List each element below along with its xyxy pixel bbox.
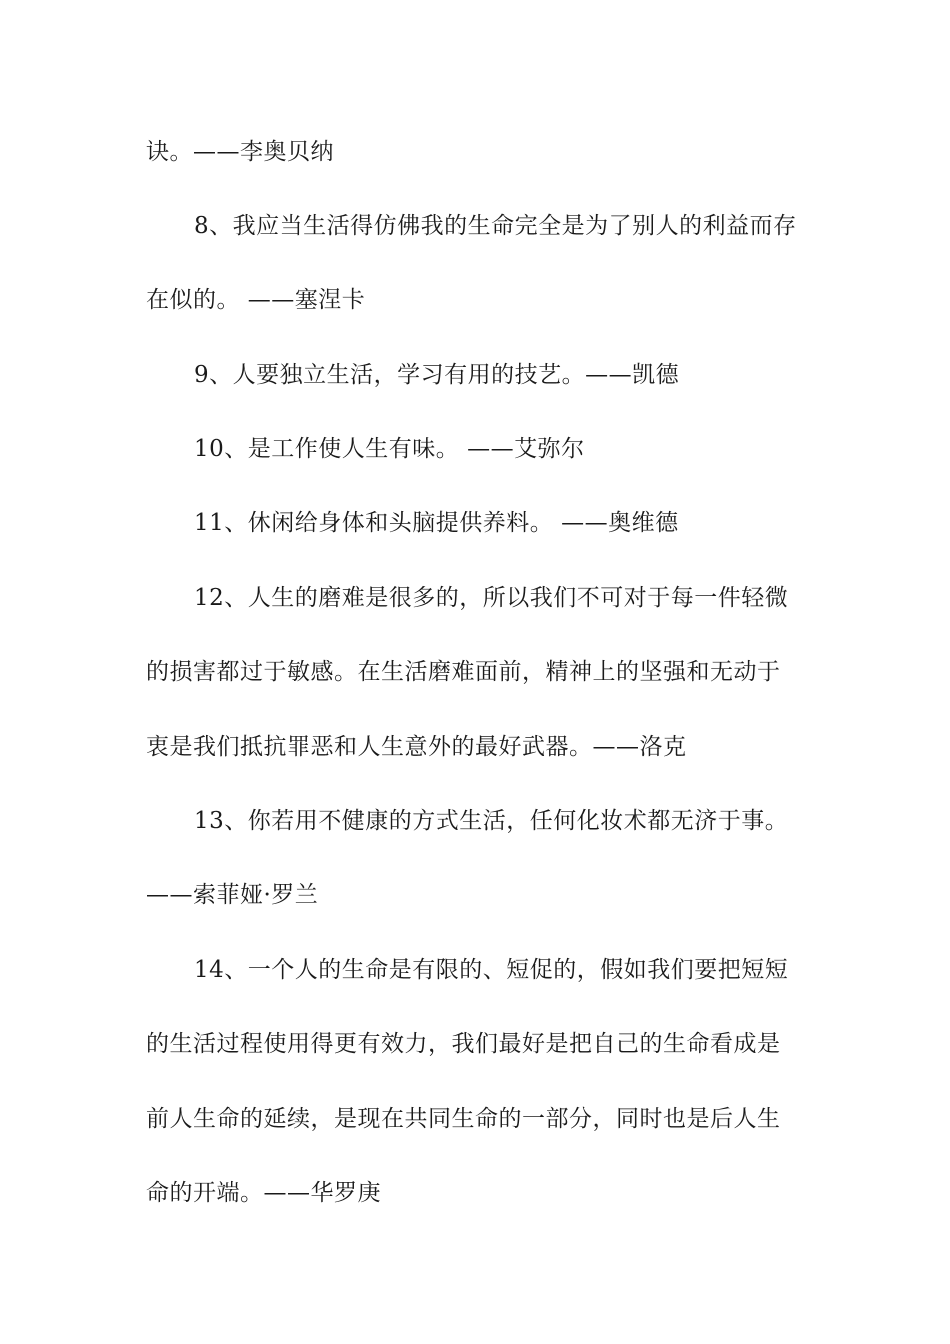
quote-13-line: 13、你若用不健康的方式生活，任何化妆术都无济于事。 [194,808,789,834]
quote-13-line: ——索菲娅·罗兰 [146,882,319,908]
quote-14-line: 的生活过程使用得更有效力，我们最好是把自己的生命看成是 [146,1031,781,1057]
quote-10-line: 10、是工作使人生有味。 ——艾弥尔 [194,436,585,462]
text-line: 诀。——李奥贝纳 [146,139,334,165]
quote-9-line: 9、人要独立生活，学习有用的技艺。——凯德 [194,362,680,388]
quote-8-line: 8、我应当生活得仿佛我的生命完全是为了别人的利益而存 [194,213,797,239]
quote-14-line: 命的开端。——华罗庚 [146,1180,381,1206]
quote-11-line: 11、休闲给身体和头脑提供养料。 ——奥维德 [194,510,679,536]
quote-12-line: 的损害都过于敏感。在生活磨难面前，精神上的坚强和无动于 [146,659,781,685]
quote-8-line: 在似的。 ——塞涅卡 [146,287,366,313]
quote-12-line: 衷是我们抵抗罪恶和人生意外的最好武器。——洛克 [146,734,687,760]
quote-14-line: 前人生命的延续，是现在共同生命的一部分，同时也是后人生 [146,1106,781,1132]
quote-12-line: 12、人生的磨难是很多的，所以我们不可对于每一件轻微 [194,585,789,611]
quote-14-line: 14、一个人的生命是有限的、短促的，假如我们要把短短 [194,957,789,983]
